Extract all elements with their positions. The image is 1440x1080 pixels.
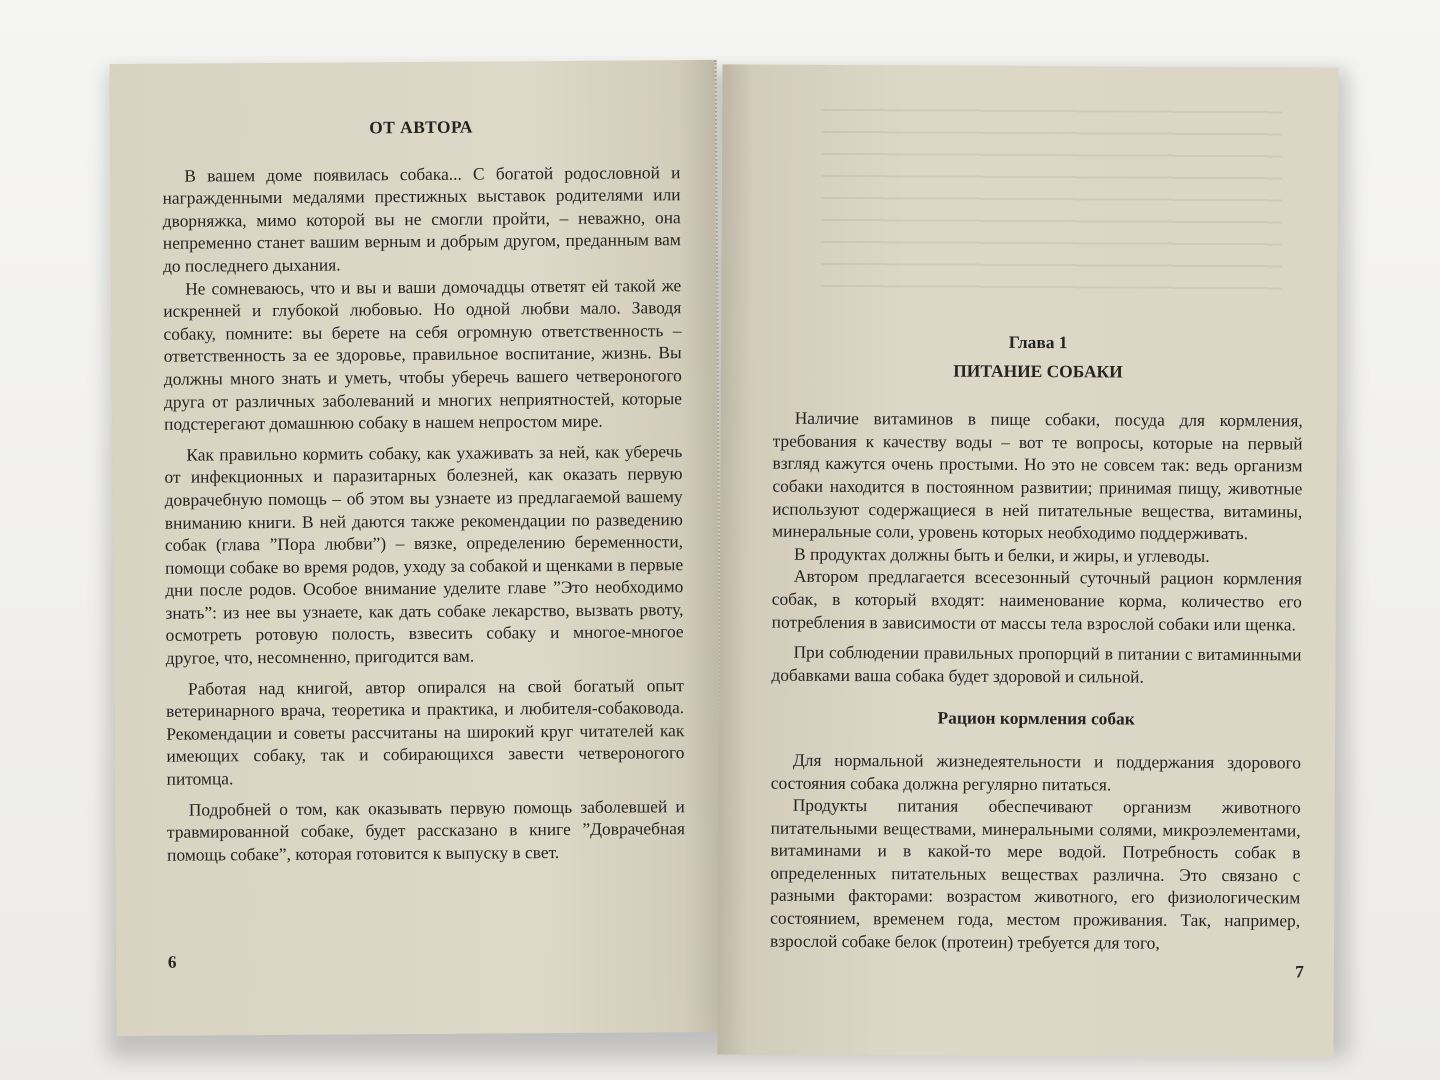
right-intro-paragraph-4: При соблюдении правильных пропорций в питании с витаминными добавками ваша собака будет здоровой и сильной. bbox=[771, 641, 1302, 687]
right-intro-paragraph-2: В продуктах должны быть и белки, и жиры, и углеводы. bbox=[793, 543, 1210, 566]
section-title: Рацион кормления собак bbox=[937, 707, 1135, 729]
left-paragraph-1: В вашем доме появилась собака... С богатой родословной и награжденными медалями престижных выставок родителями или дворняжка, мимо которой вы не смогли пройти, – неважно, она непременно станет вашим верным и добрым другом, преданным вам до последнего дыхания. bbox=[162, 161, 681, 276]
right-section-paragraph-2: Продукты питания обеспечивают организм животного питательными веществами, минеральными солями, микроэлементами, витаминами и в какой-то мере водой. Потребность собак в определенных питательных веществах различна. Это связано с разными факторами: возрастом животного, его физиологическим состоянием, временем года, местом проживания. Так, например, взрослой собаке белок (протеин) требуется для того, bbox=[769, 794, 1301, 953]
right-page-number: 7 bbox=[1295, 961, 1304, 982]
left-paragraph-3: Как правильно кормить собаку, как ухаживать за ней, как уберечь от инфекционных и паразитарных болезней, как оказать первую доврачебную помощь – об этом вы узнаете из предлагаемой вашему вниманию книги. В ней даются также рекомендации по разведению собак (глава ”Пора любви”) – вязке, определению беременности, помощи собаке во время родов, уходу за собакой и щенками в первые дни после родов. Особое внимание уделите главе ”Это необходимо знать”: из нее вы узнаете, как дать собаке лекарство, вызвать рвоту, осмотреть ротовую полость, взвесить собаку и многое-многое другое, что, несомненно, пригодится вам. bbox=[164, 440, 684, 668]
right-section-paragraph-1: Для нормальной жизнедеятельности и поддержания здорового состояния собака должна регулярно питаться. bbox=[770, 749, 1302, 794]
left-page-number: 6 bbox=[167, 951, 177, 972]
left-paragraph-5: Подробней о том, как оказывать первую помощь заболевшей и травмированной собаке, будет рассказано в книге ”Доврачебная помощь собаке”, которая готовится к выпуску в свет. bbox=[166, 795, 686, 865]
chapter-label: Глава 1 bbox=[1008, 331, 1068, 353]
right-intro-paragraph-1: Наличие витаминов в пище собаки, посуда для кормления, требования к качеству воды – вот те вопросы, которые на первый взгляд кажутся очень простыми. Но это не совсем так: ведь организм собаки находится в постоянном развитии; принимая пищу, животные используют содержащиеся в ней питательные вещества, витамины, минеральные соли, уровень которых необходимо поддерживать. bbox=[772, 407, 1303, 544]
left-paragraph-2: Не сомневаюсь, что и вы и ваши домочадцы ответят ей такой же искренней и глубокой любовью. Но одной любви мало. Заводя собаку, помните: вы берете на себя огромную ответственность – ответственность за ее здоровье, правильное воспитание, жизнь. Вы должны много знать и уметь, чтобы уберечь вашего четвероногого друга от различных заболеваний и многих неприятностей, которые подстерегают домашнюю собаку в нашем непростом мире. bbox=[163, 274, 683, 434]
right-page-text bbox=[770, 330, 1303, 955]
left-page-heading: ОТ АВТОРА bbox=[369, 116, 474, 138]
chapter-title: ПИТАНИЕ СОБАКИ bbox=[953, 360, 1123, 382]
left-page-text bbox=[162, 114, 685, 866]
right-intro-paragraph-3: Автором предлагается всесезонный суточный рацион кормления собак, в который входят: наименование корма, количество его потребления в зависимости от массы тела взрослой собаки или щенка. bbox=[771, 566, 1302, 634]
right-page bbox=[717, 64, 1338, 1057]
show-through-text bbox=[821, 95, 1282, 297]
left-paragraph-4: Работая над книгой, автор опирался на свой богатый опыт ветеринарного врача, теоретика и практика, и любителя-собаковода. Рекомендации и советы рассчитаны на широкий круг читателей как имеющих собаку, так и собирающихся завести четвероногого питомца. bbox=[166, 674, 685, 789]
left-page bbox=[110, 60, 724, 1036]
